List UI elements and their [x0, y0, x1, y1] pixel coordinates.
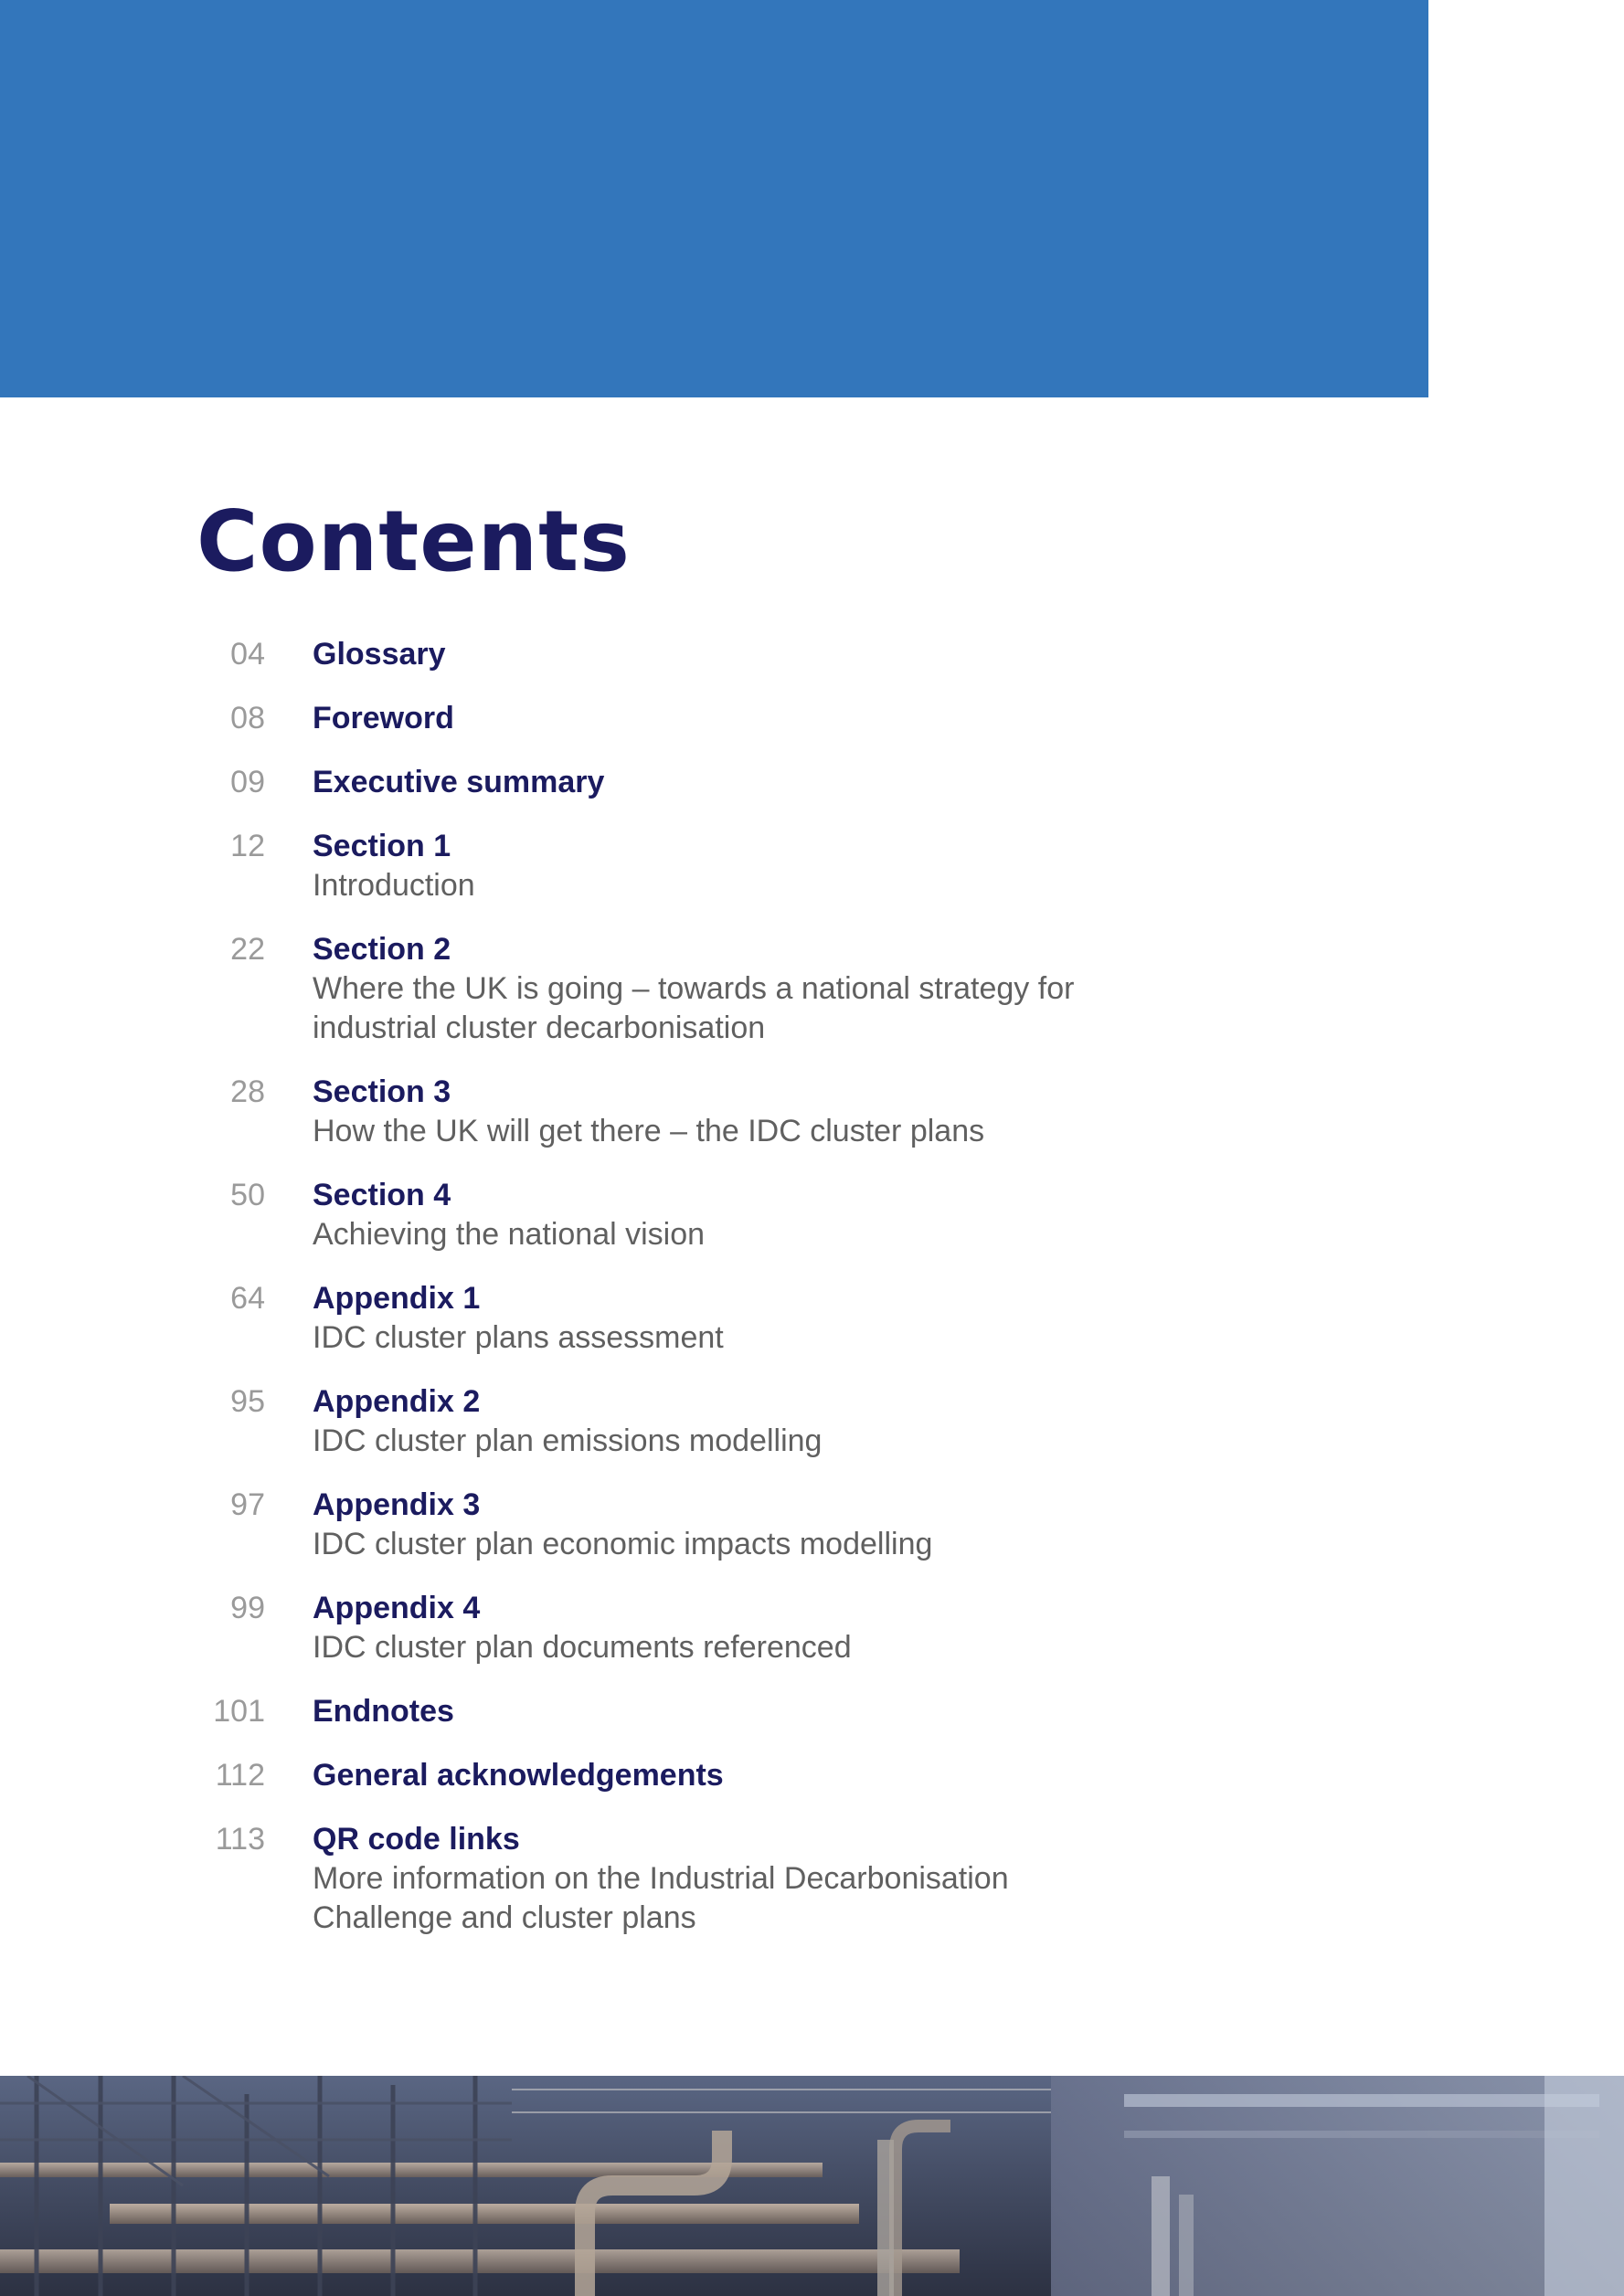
toc-entry-section-4[interactable]	[183, 1176, 1188, 1254]
toc-entry-appendix-4[interactable]	[183, 1589, 1188, 1667]
toc-heading: Section 4	[313, 1178, 451, 1212]
toc-page-number: 04	[230, 637, 265, 672]
toc-subtitle: IDC cluster plan emissions modelling	[313, 1423, 823, 1458]
toc-page-number: 101	[213, 1694, 265, 1729]
toc-entry-section-3[interactable]	[183, 1073, 1188, 1151]
toc-page-number: 50	[230, 1178, 265, 1212]
toc-page-number: 09	[230, 765, 265, 799]
toc-page-number: 08	[230, 701, 265, 735]
toc-heading: Appendix 2	[313, 1384, 481, 1419]
toc-heading: General acknowledgements	[313, 1758, 724, 1793]
toc-subtitle: How the UK will get there – the IDC cluster plans	[313, 1114, 985, 1148]
toc-entry-appendix-1[interactable]	[183, 1279, 1188, 1358]
toc-entry-appendix-3[interactable]	[183, 1486, 1188, 1564]
toc-heading: Appendix 1	[313, 1281, 481, 1316]
page-title: Contents	[196, 492, 631, 590]
toc-heading: Endnotes	[313, 1694, 454, 1729]
toc-heading: Appendix 3	[313, 1487, 481, 1522]
toc-page-number: 22	[230, 932, 265, 967]
toc-page-number: 64	[230, 1281, 265, 1316]
toc-heading: Appendix 4	[313, 1591, 481, 1625]
toc-page-number: 12	[230, 829, 265, 863]
toc-entry-section-2[interactable]	[183, 930, 1188, 1048]
toc-heading: Section 1	[313, 829, 451, 863]
toc-entry-glossary[interactable]	[183, 635, 1188, 674]
toc-subtitle: Introduction	[313, 868, 475, 903]
toc-heading: Section 3	[313, 1074, 451, 1109]
toc-subtitle: IDC cluster plan documents referenced	[313, 1630, 852, 1665]
toc-heading: Foreword	[313, 701, 454, 735]
toc-entry-endnotes[interactable]	[183, 1692, 1188, 1731]
toc-subtitle: More information on the Industrial Decarbonisation Challenge and cluster plans	[313, 1861, 1009, 1935]
industrial-plant-photo	[0, 2076, 1624, 2296]
toc-subtitle: Where the UK is going – towards a national strategy for industrial cluster decarbonisation	[313, 971, 1075, 1045]
toc-entry-general-acknowledgements[interactable]	[183, 1756, 1188, 1795]
toc-heading: Executive summary	[313, 765, 605, 799]
toc-heading: Section 2	[313, 932, 451, 967]
toc-subtitle: Achieving the national vision	[313, 1217, 706, 1252]
toc-page-number: 99	[230, 1591, 265, 1625]
toc-heading: QR code links	[313, 1822, 520, 1857]
industrial-plant-illustration	[0, 2076, 1624, 2296]
table-of-contents	[183, 635, 1188, 1963]
toc-heading: Glossary	[313, 637, 446, 672]
toc-page-number: 28	[230, 1074, 265, 1109]
toc-page-number: 97	[230, 1487, 265, 1522]
toc-entry-executive-summary[interactable]	[183, 763, 1188, 802]
toc-entry-section-1[interactable]	[183, 827, 1188, 905]
toc-entry-qr-code-links[interactable]	[183, 1820, 1188, 1938]
toc-subtitle: IDC cluster plans assessment	[313, 1320, 724, 1355]
toc-page-number: 95	[230, 1384, 265, 1419]
toc-page-number: 112	[215, 1758, 265, 1793]
toc-page-number: 113	[215, 1822, 265, 1857]
header-color-band	[0, 0, 1428, 397]
toc-entry-appendix-2[interactable]	[183, 1382, 1188, 1461]
toc-subtitle: IDC cluster plan economic impacts modelling	[313, 1527, 933, 1561]
toc-entry-foreword[interactable]	[183, 699, 1188, 738]
